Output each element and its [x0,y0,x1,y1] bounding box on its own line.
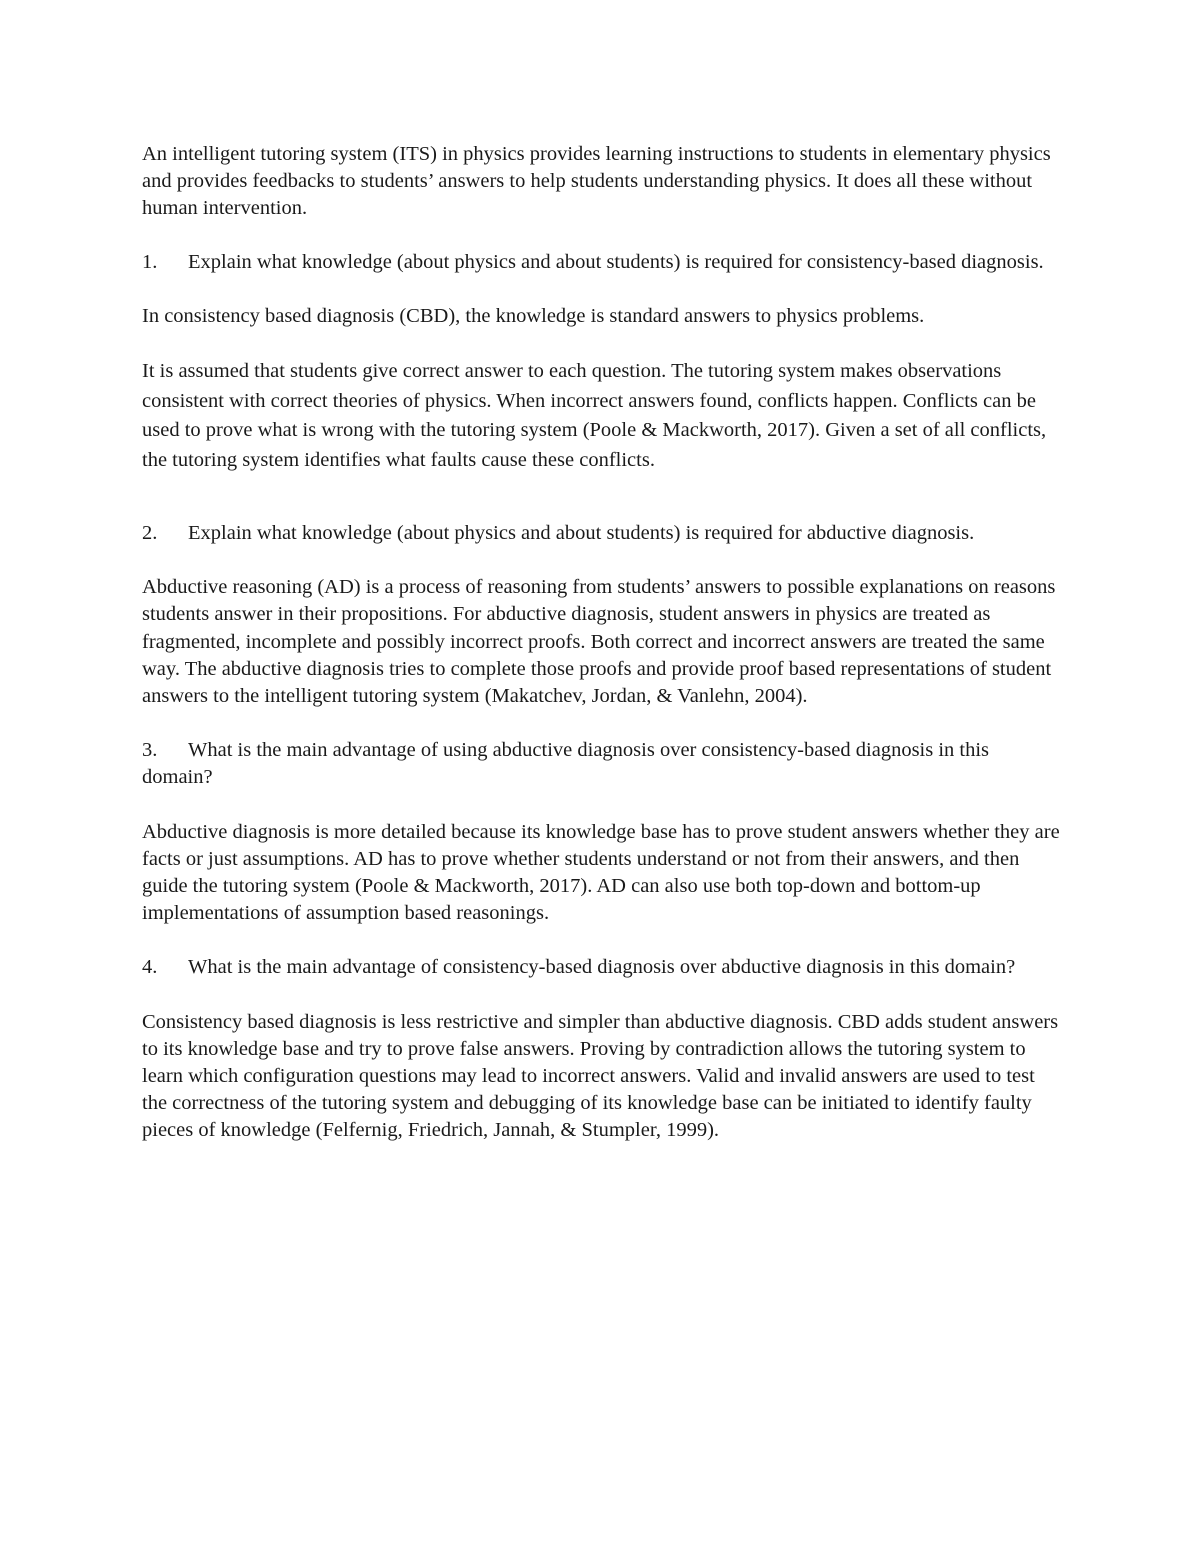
answer-2-paragraph-1: Abductive reasoning (AD) is a process of reasoning from students’ answers to possible explanations on reasons students answer in their propositions. For abductive diagnosis, student answers in physics are treated as fragmented, incomplete and possibly incorrect proofs. Both correct and incorrect answers are treated the same way. The abductive diagnosis tries to complete those proofs and provide proof based representations of student answers to the intelligent tutoring system (Makatchev, Jordan, & Vanlehn, 2004). [142,576,1061,708]
question-3 [142,737,1060,791]
question-text: Explain what knowledge (about physics and about students) is required for consistency-based diagnosis. [188,250,1044,273]
question-4 [142,954,1060,981]
question-1 [142,249,1060,276]
question-text: What is the main advantage of consistency-based diagnosis over abductive diagnosis in this domain? [188,956,1016,979]
question-text: What is the main advantage of using abductive diagnosis over consistency-based diagnosis in this domain? [142,739,995,789]
question-number: 3. [142,739,158,762]
document-body [142,141,1065,1172]
question-2 [142,520,1060,547]
intro-paragraph: An intelligent tutoring system (ITS) in physics provides learning instructions to students in elementary physics and provides feedbacks to students’ answers to help students understanding physics. It does all these without human intervention. [142,143,1056,220]
question-number: 2. [142,522,158,545]
question-number: 4. [142,956,158,979]
question-text: Explain what knowledge (about physics and about students) is required for abductive diagnosis. [188,522,975,545]
answer-1-paragraph-2: It is assumed that students give correct answer to each question. The tutoring system makes observations consistent with correct theories of physics. When incorrect answers found, conflicts happen. Conflicts can be used to prove what is wrong with the tutoring system (Poole & Mackworth, 2017). Given a set of all conflicts, the tutoring system identifies what faults cause these conflicts. [142,360,1052,471]
answer-1-paragraph-1: In consistency based diagnosis (CBD), the knowledge is standard answers to physics problems. [142,304,925,327]
question-number: 1. [142,250,158,273]
answer-4-paragraph-1: Consistency based diagnosis is less restrictive and simpler than abductive diagnosis. CBD adds student answers to its knowledge base and try to prove false answers. Proving by contradiction allows the tutoring system to learn which configuration questions may lead to incorrect answers. Valid and invalid answers are used to test the correctness of the tutoring system and debugging of its knowledge base can be initiated to identify faulty pieces of knowledge (Felfernig, Friedrich, Jannah, & Stumpler, 1999). [142,1010,1064,1142]
answer-3-paragraph-1: Abductive diagnosis is more detailed because its knowledge base has to prove student answers whether they are facts or just assumptions. AD has to prove whether students understand or not from their answers, and then guide the tutoring system (Poole & Mackworth, 2017). AD can also use both top-down and bottom-up implementations of assumption based reasonings. [142,820,1065,925]
